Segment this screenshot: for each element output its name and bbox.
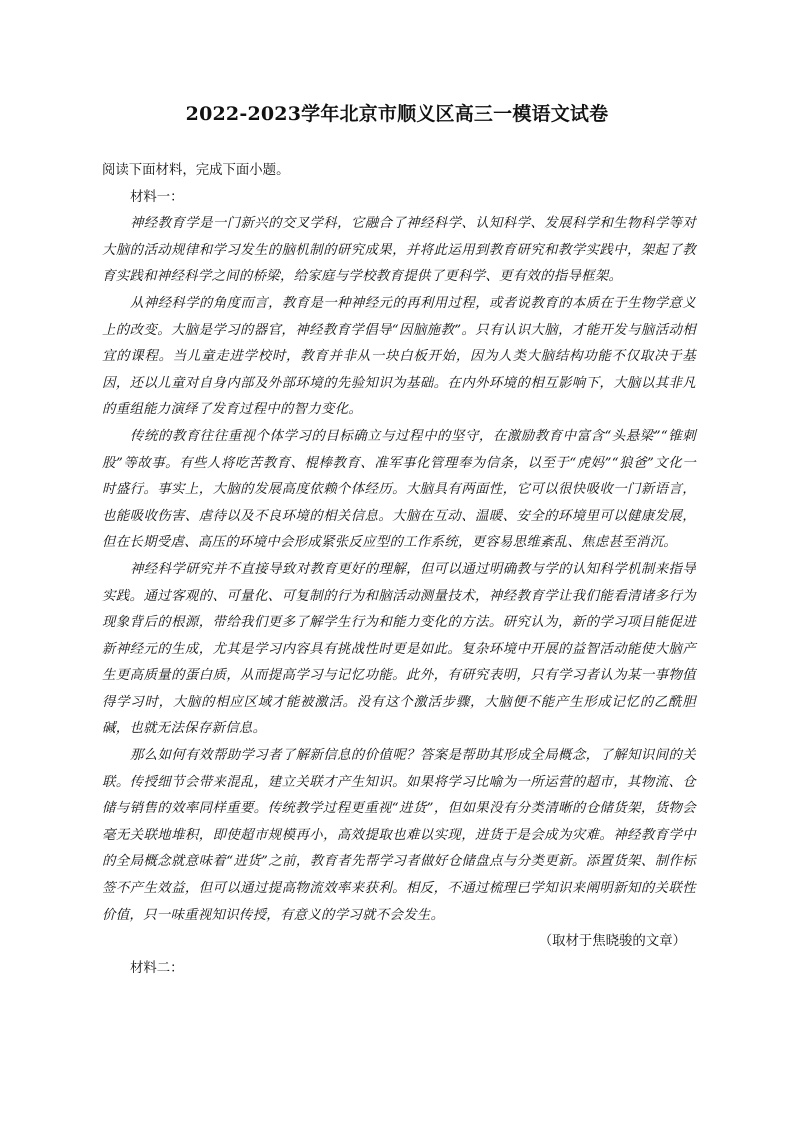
- instruction-text: 阅读下面材料，完成下面小题。: [102, 163, 290, 178]
- page-title: 2022-2023学年北京市顺义区高三一模语文试卷: [185, 103, 609, 125]
- paragraph: 那么如何有效帮助学习者了解新信息的价值呢？答案是帮助其形成全局概念，了解知识间的关联。传授细节会带来混乱，建立关联才产生知识。如果将学习比喻为一所运营的超市，其物流、仓储与销售的效率同样重要。传统教学过程更重视“进货”，但如果没有分类清晰的仓储货架，货物会毫无关联地堆积，即使超市规模再小，高效提取也难以实现，进货于是会成为灾难。神经教育学中的全局概念就意味着“进货”之前，教育者先帮学习者做好仓储盘点与分类更新。添置货架、制作标签不产生效益，但可以通过提高物流效率来获利。相反，不通过梳理已学知识来阐明新知的关联性价值，只一味重视知识传授，有意义的学习就不会发生。: [102, 748, 696, 923]
- paragraph: 神经科学研究并不直接导致对教育更好的理解，但可以通过明确教与学的认知科学机制来指导实践。通过客观的、可量化、可复制的行为和脑活动测量技术，神经教育学让我们能看清诸多行为现象背后的根源，带给我们更多了解学生行为和能力变化的方法。研究认为，新的学习项目能促进新神经元的生成，尤其是学习内容具有挑战性时更是如此。复杂环境中开展的益智活动能使大脑产生更高质量的蛋白质，从而提高学习与记忆功能。此外，有研究表明，只有学习者认为某一事物值得学习时，大脑的相应区域才能被激活。没有这个激活步骤，大脑便不能产生形成记忆的乙酰胆碱，也就无法保存新信息。: [102, 561, 696, 737]
- material-two-heading: 材料二：: [130, 960, 184, 976]
- source-attribution: （取材于焦晓骏的文章）: [538, 934, 686, 950]
- paragraph: 从神经科学的角度而言，教育是一种神经元的再利用过程，或者说教育的本质在于生物学意义上的改变。大脑是学习的器官，神经教育学倡导“因脑施教”。只有认识大脑，才能开发与脑活动相宜的课程。当儿童走进学校时，教育并非从一块白板开始，因为人类大脑结构功能不仅取决于基因，还以儿童对自身内部及外部环境的先验知识为基础。在内外环境的相互影响下，大脑以其非凡的重组能力演绎了发育过程中的智力变化。: [102, 295, 696, 418]
- document-body: [102, 158, 696, 982]
- material-one-heading: 材料一：: [130, 189, 184, 205]
- paragraph: 神经教育学是一门新兴的交叉学科，它融合了神经科学、认知科学、发展科学和生物科学等对大脑的活动规律和学习发生的脑机制的研究成果，并将此运用到教育研究和教学实践中，架起了教育实践和神经科学之间的桥梁，给家庭与学校教育提供了更科学、更有效的指导框架。: [102, 216, 696, 285]
- paragraph: 传统的教育往往重视个体学习的目标确立与过程中的坚守，在激励教育中富含“头悬梁”“锥刺股”等故事。有些人将吃苦教育、棍棒教育、准军事化管理奉为信条，以至于“虎妈”“狼爸”文化一时盛行。事实上，大脑的发展高度依赖个体经历。大脑具有两面性，它可以很快吸收一门新语言，也能吸收伤害、虐待以及不良环境的相关信息。大脑在互动、温暖、安全的环境里可以健康发展，但在长期受虐、高压的环境中会形成紧张反应型的工作系统，更容易思维紊乱、焦虑甚至消沉。: [102, 428, 696, 551]
